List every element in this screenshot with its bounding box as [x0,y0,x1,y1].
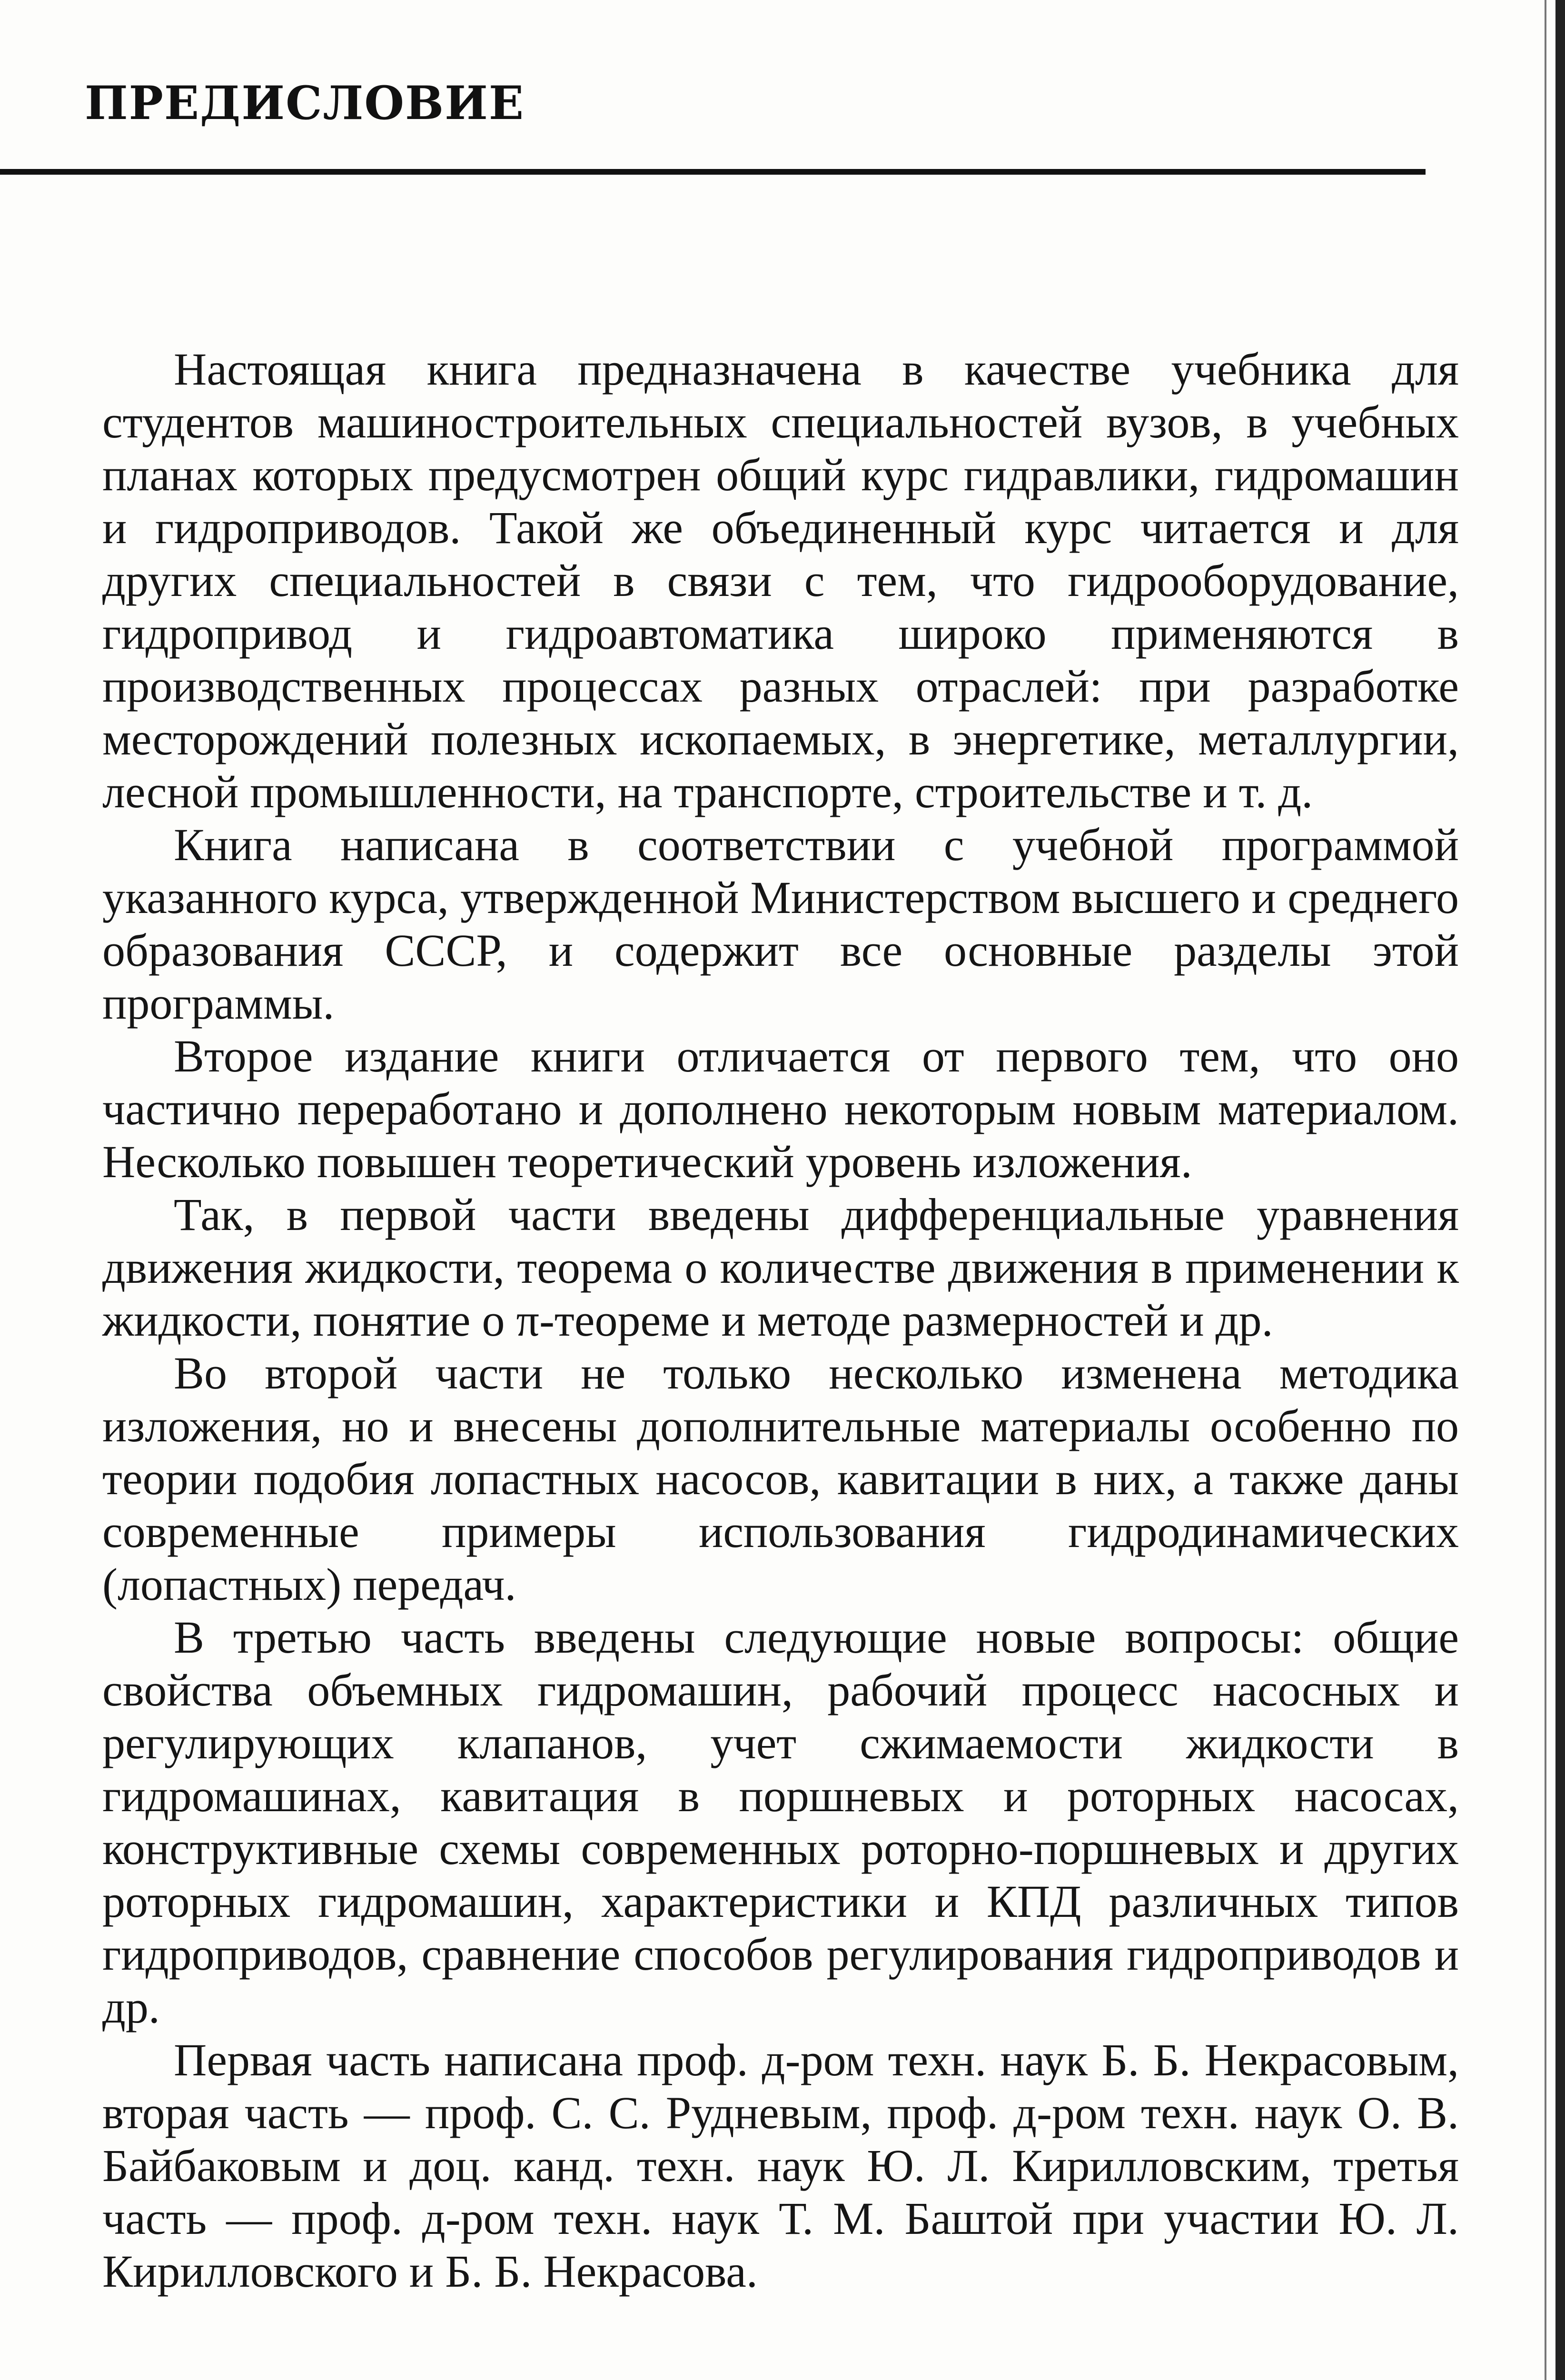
heading-rule [0,169,1426,175]
paragraph-part-one: Так, в первой части введены дифференциальные уравнения движения жидкости, теорема о количестве движения в применении к жидкости, понятие о π-теореме и методе размерностей и др. [102,1189,1459,1346]
scan-page-edge [1555,0,1565,2380]
paragraph-part-two: Во второй части не только несколько изменена методика изложения, но и внесены дополнительные материалы особенно по теории подобия лопастных насосов, кавитации в них, а также даны современные примеры использования гидродинамических (лопастных) передач. [102,1348,1459,1610]
paragraph-part-three: В третью часть введены следующие новые вопросы: общие свойства объемных гидромашин, рабочий процесс насосных и регулирующих клапанов, учет сжимаемости жидкости в гидромашинах, кавитация в поршневых и роторных насосах, конструктивные схемы современных роторно-поршневых и других роторных гидромашин, характеристики и КПД различных типов гидроприводов, сравнение способов регулирования гидроприводов и др. [102,1612,1459,2033]
page-title: ПРЕДИСЛОВИЕ [85,76,525,130]
scan-edge-line [1545,0,1546,2380]
paragraph-second-edition: Второе издание книги отличается от первого тем, что оно частично переработано и дополнено некоторым новым материалом. Несколько повышен теоретический уровень изложения. [102,1031,1459,1187]
paragraph-purpose: Настоящая книга предназначена в качестве учебника для студентов машиностроительных специальностей вузов, в учебных планах которых предусмотрен общий курс гидравлики, гидромашин и гидроприводов. Такой же объединенный курс читается и для других специальностей в связи с тем, что гидрооборудование, гидропривод и гидроавтоматика широко применяются в производственных процессах разных отраслей: при разработке месторождений полезных ископаемых, в энергетике, металлургии, лесной промышленности, на транспорте, строительстве и т. д. [102,344,1459,817]
preface-text [102,343,1459,2298]
paragraph-program: Книга написана в соответствии с учебной программой указанного курса, утвержденной Министерством высшего и среднего образования СССР, и содержит все основные разделы этой программы. [102,819,1459,1029]
paragraph-authors: Первая часть написана проф. д-ром техн. наук Б. Б. Некрасовым, вторая часть — проф. С. С. Рудневым, проф. д-ром техн. наук О. В. Байбаковым и доц. канд. техн. наук Ю. Л. Кирилловским, третья часть — проф. д-ром техн. наук Т. М. Баштой при участии Ю. Л. Кирилловского и Б. Б. Некрасова. [102,2034,1459,2297]
